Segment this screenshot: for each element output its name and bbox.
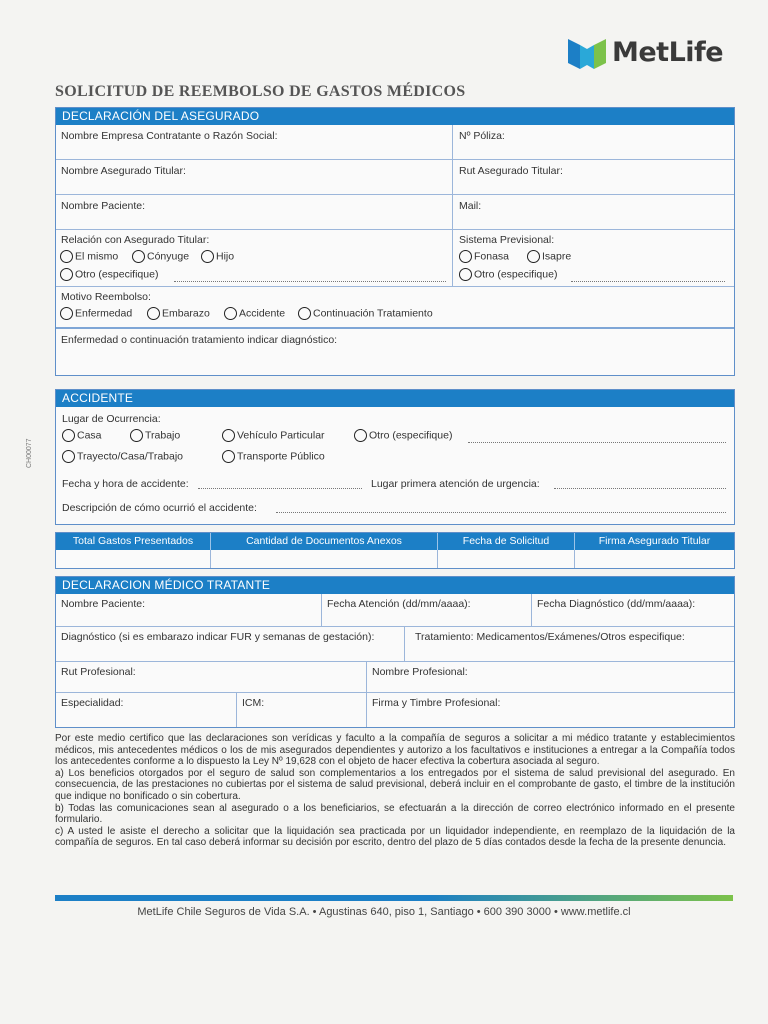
radio-circle-icon (298, 307, 311, 320)
medico-paciente-label: Nombre Paciente: (61, 598, 146, 610)
poliza-field[interactable] (452, 125, 734, 159)
atencion-line[interactable] (554, 488, 726, 489)
row-empresa (56, 125, 734, 159)
radio-accidente[interactable]: Accidente (224, 307, 285, 320)
firma-profesional-label: Firma y Timbre Profesional: (372, 697, 501, 709)
row-paciente (56, 194, 734, 229)
footer-text: MetLife Chile Seguros de Vida S.A. • Agustinas 640, piso 1, Santiago • 600 390 3000 • www.metlife.cl (137, 906, 631, 918)
radio-circle-icon (147, 307, 160, 320)
footer-color-bar (55, 895, 733, 901)
radio-continuacion[interactable]: Continuación Tratamiento (298, 307, 433, 320)
radio-circle-icon (60, 250, 73, 263)
row-diagnostico[interactable] (56, 327, 734, 375)
row-medico-1 (56, 594, 734, 626)
tratamiento-field[interactable] (404, 627, 734, 661)
radio-enfermedad[interactable]: Enfermedad (60, 307, 132, 320)
row-medico-4 (56, 692, 734, 727)
especialidad-field[interactable] (56, 693, 236, 727)
radio-fonasa[interactable]: Fonasa (459, 250, 509, 263)
radio-circle-icon (222, 450, 235, 463)
rut-profesional-field[interactable] (56, 662, 366, 692)
firma-profesional-field[interactable] (366, 693, 734, 727)
paciente-label: Nombre Paciente: (61, 200, 146, 212)
radio-otro-lugar[interactable]: Otro (especifique) (354, 429, 452, 442)
radio-transporte[interactable]: Transporte Público (222, 450, 325, 463)
section-header: DECLARACIÓN DEL ASEGURADO (56, 108, 734, 125)
otro-lugar-line[interactable] (468, 442, 726, 443)
descripcion-line[interactable] (276, 512, 726, 513)
fecha-atencion-label: Fecha Atención (dd/mm/aaaa): (327, 598, 471, 610)
descripcion-label: Descripción de cómo ocurrió el accidente: (62, 502, 257, 514)
metlife-logo (568, 34, 734, 70)
radio-embarazo[interactable]: Embarazo (147, 307, 210, 320)
radio-circle-icon (527, 250, 540, 263)
radio-otro-relacion[interactable]: Otro (especifique) (60, 268, 158, 281)
especialidad-label: Especialidad: (61, 697, 124, 709)
icm-field[interactable] (236, 693, 367, 727)
radio-circle-icon (60, 307, 73, 320)
total-gastos-cell[interactable] (56, 550, 211, 568)
col-fecha-solicitud: Fecha de Solicitud (438, 533, 575, 550)
summary-table (55, 532, 735, 569)
asegurado-label: Nombre Asegurado Titular: (61, 165, 186, 177)
section-header: DECLARACION MÉDICO TRATANTE (56, 577, 734, 594)
radio-circle-icon (222, 429, 235, 442)
col-total-gastos: Total Gastos Presentados (56, 533, 211, 550)
radio-circle-icon (130, 429, 143, 442)
fecha-accidente-label: Fecha y hora de accidente: (62, 478, 189, 490)
otro-sistema-line[interactable] (571, 281, 725, 282)
radio-circle-icon (459, 268, 472, 281)
legal-a: a) Los beneficios otorgados por el seguro de salud son complementarios a los entregados por el sistema de salud previsional del asegurado. En consecuencia, de las prestaciones no cubiertas por el sistema de salud previsional, deberá incluir en el comprobante de gasto, el timbre de la institución que indique no bonificado o sin cobertura. (55, 767, 735, 802)
radio-hijo[interactable]: Hijo (201, 250, 234, 263)
radio-circle-icon (459, 250, 472, 263)
sistema-field (452, 230, 734, 286)
radio-otro-sistema[interactable]: Otro (especifique) (459, 268, 557, 281)
row-medico-2 (56, 626, 734, 661)
radio-el-mismo[interactable]: El mismo (60, 250, 118, 263)
summary-row (56, 550, 734, 568)
radio-casa[interactable]: Casa (62, 429, 102, 442)
diagnostico-label: Enfermedad o continuación tratamiento indicar diagnóstico: (61, 334, 338, 346)
empresa-label: Nombre Empresa Contratante o Razón Social: (61, 130, 278, 142)
form-title: SOLICITUD DE REEMBOLSO DE GASTOS MÉDICOS (55, 83, 466, 100)
col-cantidad-docs: Cantidad de Documentos Anexos (211, 533, 438, 550)
motivo-label: Motivo Reembolso: (61, 291, 151, 303)
radio-circle-icon (62, 429, 75, 442)
poliza-label: Nº Póliza: (459, 130, 505, 142)
row-asegurado (56, 159, 734, 194)
medico-diagnostico-label: Diagnóstico (si es embarazo indicar FUR y semanas de gestación): (61, 631, 375, 643)
radio-conyuge[interactable]: Cónyuge (132, 250, 189, 263)
legal-b: b) Todas las comunicaciones sean al asegurado o a los beneficiarios, se efectuarán a la dirección de correo electrónico informado en el presente formulario. (55, 802, 735, 826)
medico-paciente-field[interactable] (56, 594, 321, 626)
lugar-label: Lugar de Ocurrencia: (62, 413, 161, 425)
row-relacion (56, 229, 734, 286)
atencion-label: Lugar primera atención de urgencia: (371, 478, 540, 490)
icm-label: ICM: (242, 697, 265, 709)
nombre-profesional-label: Nombre Profesional: (372, 666, 468, 678)
mail-label: Mail: (459, 200, 482, 212)
radio-circle-icon (60, 268, 73, 281)
brand-name: MetLife (612, 36, 724, 68)
radio-circle-icon (62, 450, 75, 463)
cantidad-docs-cell[interactable] (211, 550, 438, 568)
firma-cell[interactable] (575, 550, 734, 568)
nombre-profesional-field[interactable] (366, 662, 734, 692)
legal-intro: Por este medio certifico que las declaraciones son verídicas y faculto a la compañía de seguros a solicitar a mi médico tratante y establecimientos médicos, mis antecedentes médicos o los de mis asegurados dependientes y autorizo a los facultativos e instituciones a entregar a la Compañía todos los antecedentes conforme a lo dispuesto la Ley Nº 19,628 con el objeto de hacer efectiva la cobertura asociada al seguro. (55, 733, 735, 768)
relacion-label: Relación con Asegurado Titular: (61, 234, 210, 246)
rut-field[interactable] (452, 160, 734, 194)
fecha-accidente-line[interactable] (198, 488, 362, 489)
fecha-solicitud-cell[interactable] (438, 550, 575, 568)
radio-isapre[interactable]: Isapre (527, 250, 571, 263)
fecha-diag-field[interactable] (531, 594, 734, 626)
rut-label: Rut Asegurado Titular: (459, 165, 563, 177)
otro-relacion-line[interactable] (174, 281, 446, 282)
rut-profesional-label: Rut Profesional: (61, 666, 136, 678)
fecha-diag-label: Fecha Diagnóstico (dd/mm/aaaa): (537, 598, 696, 610)
fecha-atencion-field[interactable] (321, 594, 532, 626)
col-firma: Firma Asegurado Titular (598, 535, 711, 547)
section-medico (55, 576, 735, 728)
summary-header (56, 533, 734, 550)
radio-circle-icon (201, 250, 214, 263)
row-motivo (56, 286, 734, 327)
legal-c: c) A usted le asiste el derecho a solicitar que la liquidación sea practicada por un liquidador independiente, en reemplazo de la liquidación de la compañía de seguros. En tal caso deberá informar su decisión por escrito, dentro del plazo de 5 días contados desde la fecha de la presente denuncia. (55, 825, 735, 849)
radio-trabajo[interactable]: Trabajo (130, 429, 180, 442)
medico-diagnostico-field[interactable] (56, 627, 404, 661)
radio-vehiculo[interactable]: Vehículo Particular (222, 429, 325, 442)
radio-circle-icon (354, 429, 367, 442)
radio-circle-icon (132, 250, 145, 263)
mail-field[interactable] (452, 195, 734, 229)
tratamiento-label: Tratamiento: Medicamentos/Exámenes/Otros especifique: (415, 631, 685, 643)
section-accidente (55, 389, 735, 525)
section-header: ACCIDENTE (56, 390, 734, 407)
row-medico-3 (56, 661, 734, 692)
radio-circle-icon (224, 307, 237, 320)
metlife-m-icon (568, 35, 606, 69)
side-code: CH00077 (26, 438, 33, 468)
sistema-label: Sistema Previsional: (459, 234, 555, 246)
section-declaracion (55, 107, 735, 376)
legal-text (55, 733, 735, 849)
radio-trayecto[interactable]: Trayecto/Casa/Trabajo (62, 450, 183, 463)
